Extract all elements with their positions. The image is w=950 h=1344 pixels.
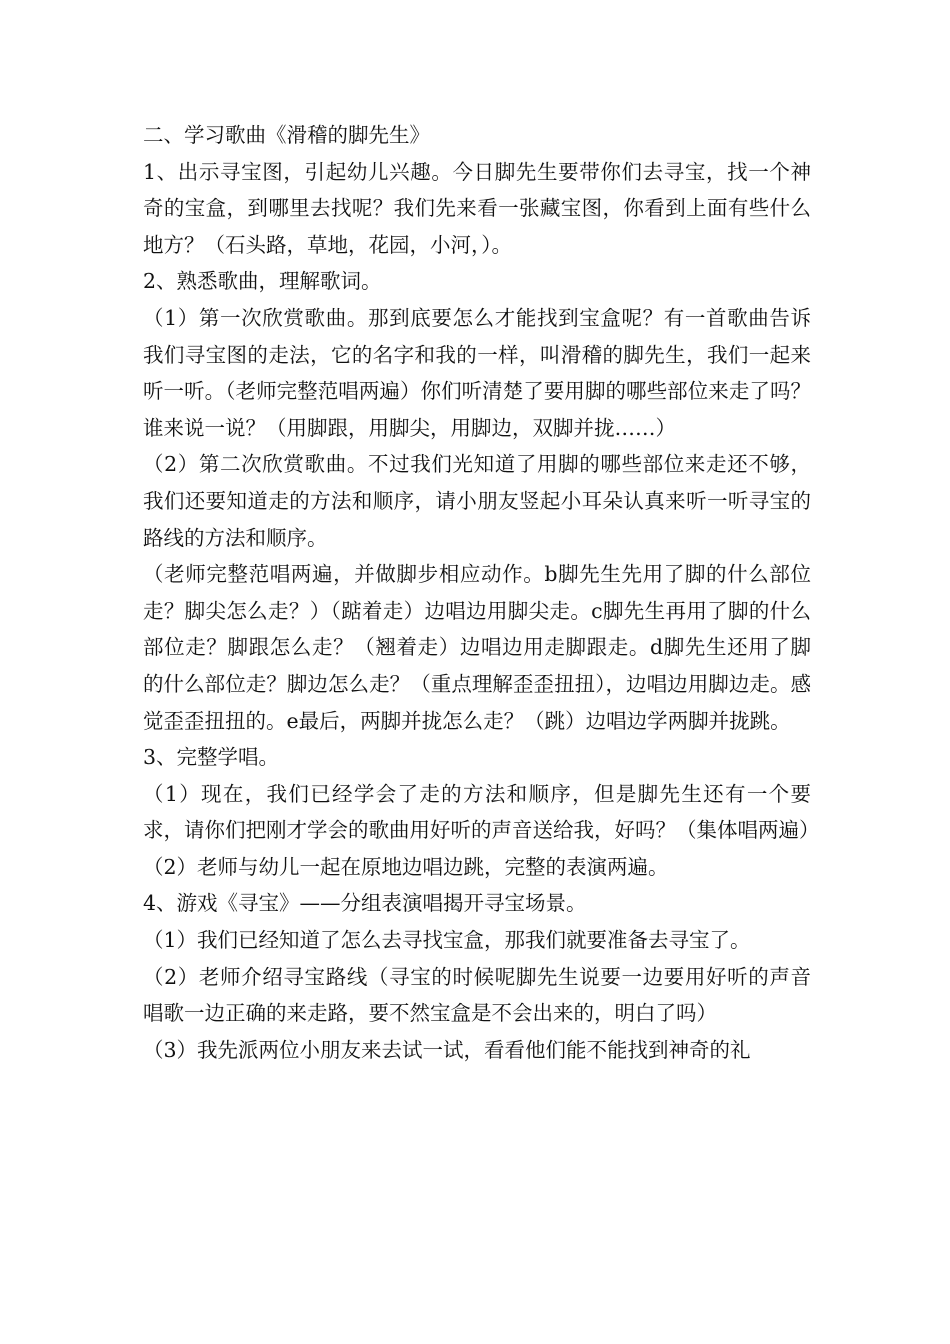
paragraph-step-3-1: （1）现在，我们已经学会了走的方法和顺序，但是脚先生还有一个要求，请你们把刚才学会的歌曲用好听的声音送给我，好吗？（集体唱两遍） (143, 781, 820, 843)
paragraph-step-3: 3、完整学唱。 (143, 745, 280, 770)
paragraph-step-2-1: （1）第一次欣赏歌曲。那到底要怎么才能找到宝盒呢？有一首歌曲告诉我们寻宝图的走法，它的名字和我的一样，叫滑稽的脚先生，我们一起来听一听。（老师完整范唱两遍）你们听清楚了要用脚的哪些部位来走了吗？谁来说一说？（用脚跟，用脚尖，用脚边，双脚并拢……） (143, 305, 811, 440)
document-page (143, 117, 820, 1068)
paragraph-step-3-2: （2）老师与幼儿一起在原地边唱边跳，完整的表演两遍。 (143, 854, 669, 879)
paragraph-step-4-3: （3）我先派两位小朋友来去试一试，看看他们能不能找到神奇的礼 (143, 1037, 751, 1062)
paragraph-step-1: 1、出示寻宝图，引起幼儿兴趣。今日脚先生要带你们去寻宝，找一个神奇的宝盒，到哪里去找呢？我们先来看一张藏宝图，你看到上面有些什么地方？（石头路，草地，花园，小河，）。 (143, 159, 811, 257)
paragraph-step-4: 4、游戏《寻宝》——分组表演唱揭开寻宝场景。 (143, 891, 587, 916)
paragraph-step-4-1: （1）我们已经知道了怎么去寻找宝盒，那我们就要准备去寻宝了。 (143, 928, 751, 953)
paragraph-step-2-2: （2）第二次欣赏歌曲。不过我们光知道了用脚的哪些部位来走还不够，我们还要知道走的方法和顺序，请小朋友竖起小耳朵认真来听一听寻宝的路线的方法和顺序。 (143, 452, 811, 550)
paragraph-step-2: 2、熟悉歌曲，理解歌词。 (143, 269, 382, 294)
section-heading: 二、学习歌曲《滑稽的脚先生》 (143, 123, 430, 147)
paragraph-step-4-2: （2）老师介绍寻宝路线（寻宝的时候呢脚先生说要一边要用好听的声音唱歌一边正确的来走路，要不然宝盒是不会出来的，明白了吗） (143, 964, 811, 1026)
paragraph-step-2-demo: （老师完整范唱两遍，并做脚步相应动作。b脚先生先用了脚的什么部位走？脚尖怎么走？）（踮着走）边唱边用脚尖走。c脚先生再用了脚的什么部位走？脚跟怎么走？（翘着走）边唱边用走脚跟走。d脚先生还用了脚的什么部位走？脚边怎么走？（重点理解歪歪扭扭），边唱边用脚边走。感觉歪歪扭扭的。e最后，两脚并拢怎么走？（跳）边唱边学两脚并拢跳。 (143, 562, 811, 733)
